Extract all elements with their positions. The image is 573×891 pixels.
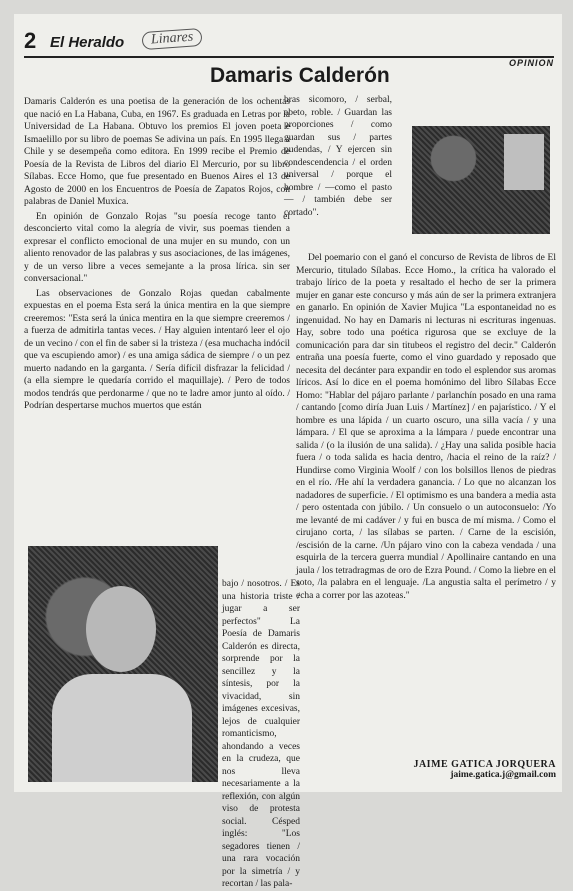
header-rule <box>24 56 554 58</box>
paragraph: En opinión de Gonzalo Rojas "su poesía recoge tanto el desconcierto vital como la alegría de vivir, sus poemas tienden a expresar el conflicto emocional de una mujer en su mundo, con un aliento renovador de las palabras y sus asociaciones, de las imágenes, y de un verso libre a veces semejante a la prosa lírica. sin ser conversacional." <box>24 211 290 284</box>
section-label: OPINION <box>508 58 554 68</box>
book-cover-photo <box>412 126 550 234</box>
author-name: JAIME GATICA JORQUERA <box>413 759 556 770</box>
page-number: 2 <box>24 28 37 53</box>
author-portrait-photo <box>28 546 218 782</box>
article-title: Damaris Calderón <box>210 64 390 87</box>
newspaper-name: El Heraldo <box>50 34 125 51</box>
paragraph: Las observaciones de Gonzalo Rojas quedan cabalmente expuestas en el poema Esta será la única mentira en la que siempre creeremos: "Esta será la única mentira en la que siempre creeremos / a fuerza de admitirla tantas veces. / Hay alguien intentaró leer el ojo de un vecino / con el fin de saber si la tristeza / (esa muchacha indócil que va escupiendo amor) / es una amiga sádica de siempre / o un pez muerto nadando en la garganta. / Sería difícil disfrazar la felicidad / (a ella siempre le quedaría corrido el maquillaje). / Pero de todos modos tendrás que perdonarme / que no te ladre amor junto al oído. / Podrían despertarse muchos muertos que están <box>24 288 290 411</box>
paragraph: bras sicomoro, / serbal, abeto, roble. / Guardan las proporciones / como guardan sus / partes pudendas, / Y ejercen sin condescendencia / el orden universal / porque el hombre / —como el pasto— / también debe ser cortado". <box>284 95 392 218</box>
column-4 <box>222 578 300 889</box>
paragraph: Damaris Calderón es una poetisa de la generación de los ochentas que nació en La Habana, Cuba, en 1967. Es graduada en Letras por la Universidad de La Habana. Obtuvo los premios El joven poeta e Ismaelillo por su libro de poemas Se adivina un país. En 1995 llega a Chile y se desempeña como editora. En 1999 recibe el Premio de Poesía de la Revista de Libros del diario El Mercurio, por su libro Sílabas. Ecce Homo, que fue presentado en Buenos Aires el 13 de Agosto de 2000 en los Encuentros de Poesía de Zapatos Rojos, con palabras de Daniel Muxica. <box>24 97 290 207</box>
paragraph: Del poemario con el ganó el concurso de Revista de libros de El Mercurio, titulado Sílabas. Ecce Homo., la crítica ha valorado el trabajo lírico de la poeta y resaltado el hecho de ser la primera mujer en ganar este concurso y más aún de ser la primera extranjera en ganarlo. En opinión de Xavier Mujica "La espontaneidad no es ingenuidad. No hay en Damaris ni lecturas ni escrituras ingenuas. Hay, sobre todo una poética rigurosa que se excluye de la comunicación para dar sin titubeos el registro del decir." Calderón entraña una poesía fuerte, como el vino guardado y reposado que necesita del decánter para expandir en todo el esplendor sus aromas líricos. Así lo dice en el poema homónimo del libro Sílabas Ecce Homo: "Hablar del pájaro parlante / parlanchín posado en una rama / cantando [como diría Juan Luis / Martínez] / en pajarístico. / Y el hombre es una lápida / un cuarto oscuro, una silla vacía / y una lámpara. / El que se aproxima a la lámpara / puede encontrar una salida / (o la ilusión de una salida). / ¿Hay una salida posible hacia fuera / o toda salida es hacia dentro, /hacia el reino de la raíz? / Hundirse como Virginia Woolf / con los bolsillos llenos de piedras en el río. /He ahí la verdadera ganancia. / Lo que no alcanzan los nadadores de superficie. / El optimismo es una bandera a media asta / pero ostentada con júbilo. / Un consuelo o un autoconsuelo: /Yo me levanté de mi cadáver / y fui en busca de mí misma. / Como el cirujano corta, / las sílabas se parten. / Carne de la escisión, /escisión de la carne. /Un pájaro vino con la cabeza vendada / una esquirla de la tercera guerra mundial / Apollinaire cantando en una jaula / los tetradragmas de oro de Ezra Pound. / Como la liebre en el soto, /la palabra en el lenguaje. /La angustia salta el perímetro / y echa a correr por las azoteas." <box>296 253 556 601</box>
page-header <box>24 28 554 68</box>
signature-block <box>370 759 556 780</box>
portrait-body <box>52 674 192 782</box>
column-1 <box>24 96 290 550</box>
column-3 <box>296 252 556 732</box>
handwritten-note: Linares <box>141 28 202 50</box>
author-email[interactable]: jaime.gatica.j@gmail.com <box>450 770 556 780</box>
paragraph: bajo / nosotros. / Es una historia triste / jugar a ser perfectos" La Poesía de Damaris Calderón es directa, sorprende por la sencillez y la síntesis, por la vivacidad, sin imágenes excesivas, lejos de cualquier romanticismo, ahondando a veces en la crudeza, que nos lleva necesariamente a la reflexión, con algún viso de protesta social. Césped inglés: "Los segadores tienen / una rara vocación por la simetría / y recortan / las pala- <box>222 579 300 889</box>
portrait-face <box>86 586 156 672</box>
newspaper-page <box>14 14 562 889</box>
book-cover <box>504 134 544 190</box>
